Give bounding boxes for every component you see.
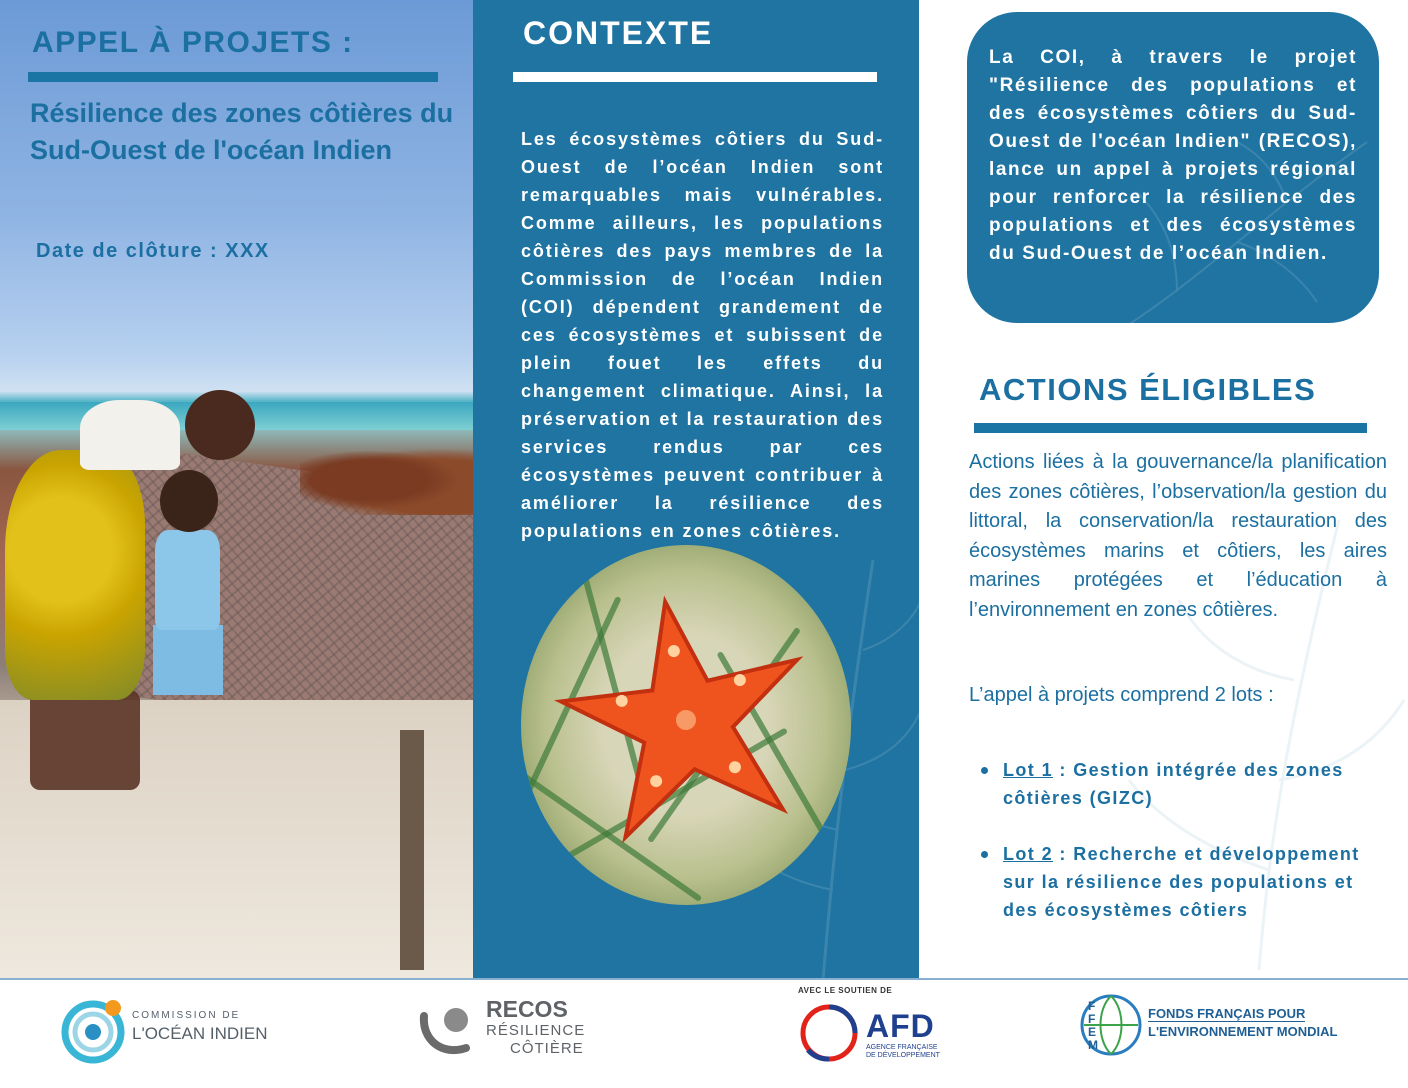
context-title: CONTEXTE [523, 15, 714, 51]
list-item [979, 756, 1389, 812]
coi-line-1: COMMISSION DE [132, 1010, 241, 1021]
closing-date: Date de clôture : XXX [36, 240, 270, 262]
recos-emblem-icon [418, 998, 484, 1058]
lot-1-desc: : Gestion intégrée des zones côtières (GIZC) [1003, 760, 1344, 808]
footer-divider [0, 978, 1408, 980]
recos-logo [418, 996, 588, 1062]
photo-woman-legs [30, 690, 140, 790]
afd-name: AFD [866, 1008, 935, 1044]
photo-child-body [155, 530, 220, 630]
coi-logo [58, 994, 268, 1064]
photo-woman-dress [5, 450, 145, 700]
photo-child-shorts [153, 625, 223, 695]
photo-woman-head [185, 390, 255, 460]
recos-line-3: CÔTIÈRE [510, 1040, 584, 1057]
afd-support-label: AVEC LE SOUTIEN DE [798, 986, 893, 995]
intro-card [967, 12, 1379, 323]
ffem-logo [1080, 994, 1350, 1058]
afd-emblem-icon [798, 1002, 860, 1064]
title-divider [28, 72, 438, 82]
lot-1-name: Lot 1 [1003, 760, 1053, 780]
photo-seaweed [300, 445, 473, 515]
actions-divider [974, 423, 1367, 433]
recos-line-1: RECOS [486, 996, 568, 1022]
photo-woman-top [80, 400, 180, 470]
page-title: APPEL À PROJETS : [32, 26, 354, 59]
photo-child-head [160, 470, 218, 532]
context-panel [473, 0, 919, 978]
intro-card-text: La COI, à travers le projet "Résilience des populations et des écosystèmes côtiers du Sud-Ouest de l'océan Indien" (RECOS), lance un appel à projets régional pour renforcer la résilience des populations et des écosystèmes du Sud-Ouest de l’océan Indien. [989, 47, 1357, 264]
actions-title: ACTIONS ÉLIGIBLES [979, 372, 1317, 407]
right-panel [919, 0, 1408, 978]
afd-line-1: AGENCE FRANÇAISE [866, 1044, 938, 1051]
context-divider [513, 72, 877, 82]
page-subtitle: Résilience des zones côtières du Sud-Ouest de l'océan Indien [30, 98, 454, 165]
lot-2-name: Lot 2 [1003, 844, 1053, 864]
photo-post [400, 730, 424, 970]
coi-emblem-icon [58, 994, 128, 1064]
list-item [979, 840, 1389, 924]
starfish-photo [521, 545, 851, 905]
recos-line-2: RÉSILIENCE [486, 1022, 586, 1039]
ffem-letters: FFEM [1088, 999, 1098, 1052]
afd-line-2: DE DÉVELOPPEMENT [866, 1052, 940, 1059]
lots-intro: L’appel à projets comprend 2 lots : [969, 684, 1274, 706]
context-body: Les écosystèmes côtiers du Sud-Ouest de l’océan Indien sont remarquables mais vulnérables. Comme ailleurs, les populations côtières des pays membres de la Commission de l’océan Indien (COI) dépendent grandement de ces écosystèmes et subissent de plein fouet les effets du changement climatique. Ainsi, la préservation et la restauration des services rendus par ces écosystèmes peuvent contribuer à améliorer la résilience des populations en zones côtières. [521, 129, 884, 541]
afd-logo [798, 986, 948, 1064]
actions-body: Actions liées à la gouvernance/la planification des zones côtières, l’observation/la gestion du littoral, la conservation/la restauration des écosystèmes marins et côtiers, les aires marines protégées et l’éducation à l’environnement en zones côtières. [969, 451, 1387, 621]
lots-list [979, 756, 1389, 952]
coi-line-2: L'OCÉAN INDIEN [132, 1024, 268, 1043]
left-photo-panel [0, 0, 473, 978]
starfish-icon [521, 545, 851, 905]
lot-2-desc: : Recherche et développement sur la résilience des populations et des écosystèmes côtiers [1003, 844, 1360, 920]
ffem-line-2: L'ENVIRONNEMENT MONDIAL [1148, 1024, 1338, 1039]
ffem-line-1: FONDS FRANÇAIS POUR [1148, 1006, 1306, 1021]
